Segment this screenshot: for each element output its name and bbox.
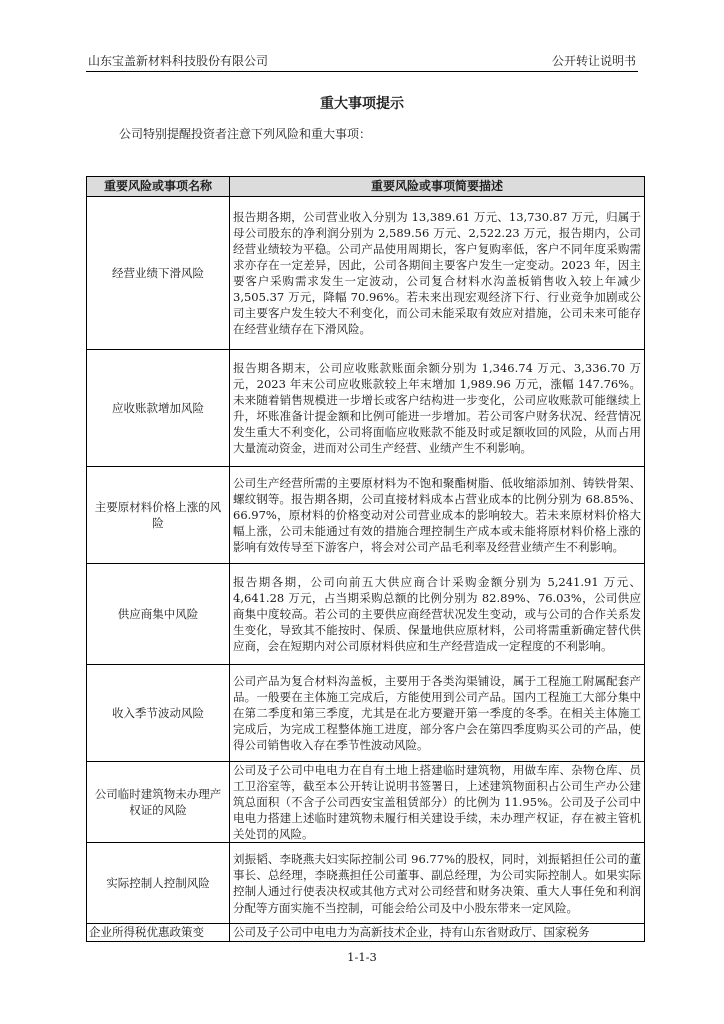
header-document-type: 公开转让说明书 (551, 54, 636, 68)
risk-name-cell: 收入季节波动风险 (87, 665, 230, 762)
table-row (87, 665, 645, 762)
table-row (87, 564, 645, 665)
header-divider (86, 71, 638, 72)
page-title: 重大事项提示 (320, 96, 404, 112)
risk-description-cell: 公司产品为复合材料沟盖板，主要用于各类沟渠铺设，属于工程施工附属配套产品。一般要在主体施工完成后，方能使用到公司产品。国内工程施工大部分集中在第二季度和第三季度，尤其是在北方要避开第一季度的冬季。在相关主体施工完成后，为完成工程整体施工进度，部分客户会在第四季度购买公司的产品，使得公司销售收入存在季节性波动风险。 (230, 665, 645, 762)
risk-description-cell: 公司及子公司中电电力为高新技术企业，持有山东省财政厅、国家税务 (230, 924, 645, 941)
column-header-risk-description: 重要风险或事项简要描述 (230, 177, 645, 197)
risk-name-cell: 经营业绩下滑风险 (87, 197, 230, 350)
risk-description-cell: 刘振韬、李晓燕夫妇实际控制公司 96.77%的股权，同时，刘振韬担任公司的董事长、总经理，李晓燕担任公司董事、副总经理，为公司实际控制人。如果实际控制人通过行使表决权或其他方式对公司经营和财务决策、重大人事任免和利润分配等方面实施不当控制，可能会给公司及中小股东带来一定风险。 (230, 843, 645, 924)
table-row (87, 924, 645, 941)
risk-name-cell: 企业所得税优惠政策变 (87, 924, 230, 941)
risk-description-cell: 公司及子公司中电电力在自有土地上搭建临时建筑物，用做车库、杂物仓库、员工卫浴室等，截至本公开转让说明书签署日，上述建筑物面积占公司生产办公建筑总面积（不含子公司西安宝盖租赁部分）的比例为 11.95%。公司及子公司中电电力搭建上述临时建筑物未履行相关建设手续，未办理产权证，存在被主管机关处罚的风险。 (230, 762, 645, 843)
risk-name-cell: 公司临时建筑物未办理产权证的风险 (87, 762, 230, 843)
column-header-risk-name: 重要风险或事项名称 (87, 177, 230, 197)
risk-description-cell: 报告期各期末，公司应收账款账面余额分别为 1,346.74 万元、3,336.70 万元，2023 年末公司应收账款较上年末增加 1,989.96 万元，涨幅 147.76%。未来随着销售规模进一步增长或客户结构进一步变化，公司应收账款可能继续上升，坏账准备计提金额和比例可能进一步增加。若公司客户财务状况、经营情况发生重大不利变化，公司将面临应收账款不能及时或足额收回的风险，从而占用大量流动资金，进而对公司生产经营、业绩产生不利影响。 (230, 350, 645, 467)
risk-description-cell: 公司生产经营所需的主要原材料为不饱和聚酯树脂、低收缩添加剂、铸铁骨架、螺纹钢等。报告期各期，公司直接材料成本占营业成本的比例分别为 68.85%、66.97%，原材料的价格变动对公司营业成本的影响较大。若未来原材料价格大幅上涨，公司未能通过有效的措施合理控制生产成本或未能将原材料价格上涨的影响有效传导至下游客户，将会对公司产品毛利率及经营业绩产生不利影响。 (230, 467, 645, 564)
risk-name-cell: 实际控制人控制风险 (87, 843, 230, 924)
risk-table (86, 176, 645, 942)
page-header (86, 52, 638, 70)
page-number: 1-1-3 (347, 950, 377, 964)
table-row (87, 843, 645, 924)
header-company-name: 山东宝盖新材料科技股份有限公司 (88, 54, 269, 68)
table-row (87, 350, 645, 467)
risk-name-cell: 主要原材料价格上涨的风险 (87, 467, 230, 564)
table-row (87, 467, 645, 564)
table-row (87, 197, 645, 350)
table-row (87, 762, 645, 843)
risk-name-cell: 应收账款增加风险 (87, 350, 230, 467)
risk-description-cell: 报告期各期，公司向前五大供应商合计采购金额分别为 5,241.91 万元、4,641.28 万元，占当期采购总额的比例分别为 82.89%、76.03%，公司供应商集中度较高。若公司的主要供应商经营状况发生变动，或与公司的合作关系发生变化，导致其不能按时、保质、保量地供应原材料，公司将需重新确定替代供应商，会在短期内对公司原材料供应和生产经营造成一定程度的不利影响。 (230, 564, 645, 665)
risk-description-cell: 报告期各期，公司营业收入分别为 13,389.61 万元、13,730.87 万元，归属于母公司股东的净利润分别为 2,589.56 万元、2,522.23 万元，报告期内，公司经营业绩较为平稳。公司产品使用周期长，客户复购率低，客户不同年度采购需求亦存在一定差异，因此，公司各期间主要客户发生一定变动。2023 年，因主要客户采购需求发生一定波动，公司复合材料水沟盖板销售收入较上年减少 3,505.37 万元，降幅 70.96%。若未来出现宏观经济下行、行业竞争加剧或公司主要客户发生较大不利变化，而公司未能采取有效应对措施，公司未来可能存在经营业绩存在下滑风险。 (230, 197, 645, 350)
intro-paragraph: 公司特别提醒投资者注意下列风险和重大事项： (119, 127, 372, 141)
table-header-row (87, 177, 645, 197)
risk-name-cell: 供应商集中风险 (87, 564, 230, 665)
